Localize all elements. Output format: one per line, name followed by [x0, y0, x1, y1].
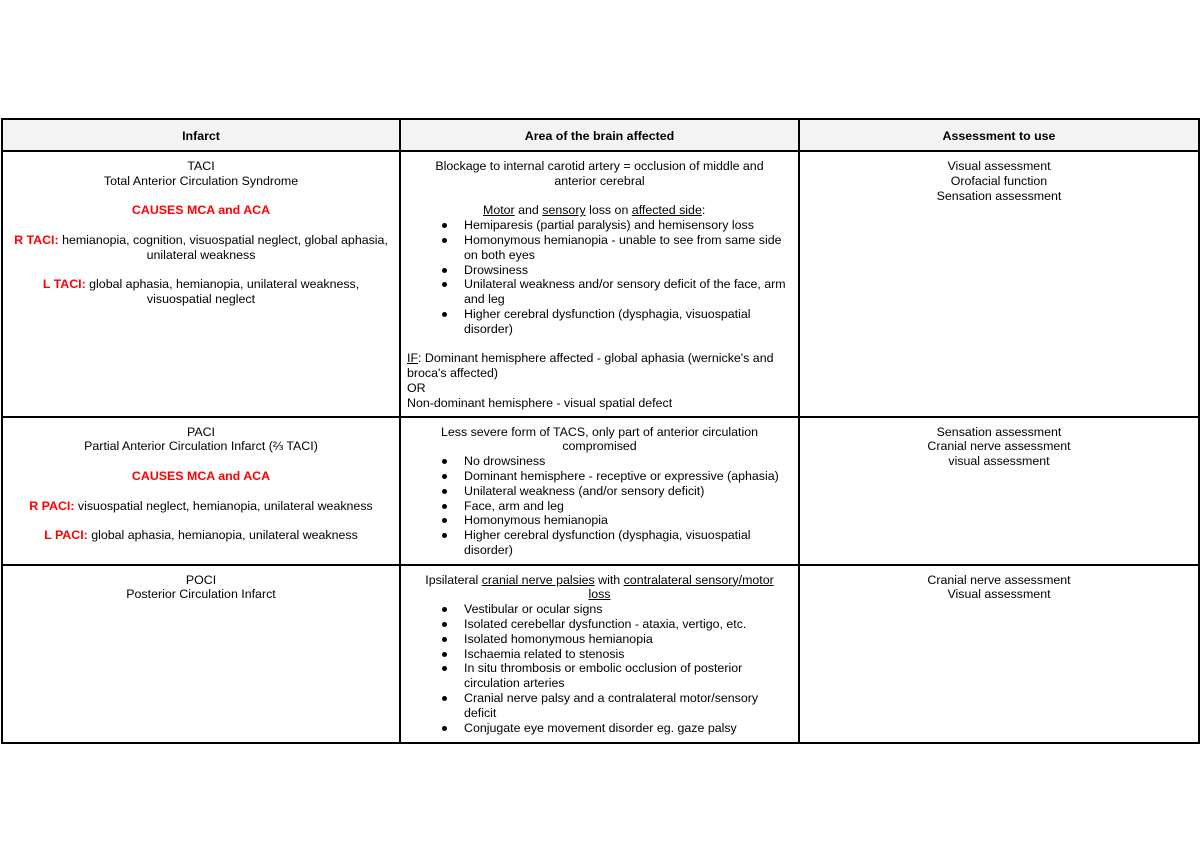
paci-causes: CAUSES MCA and ACA	[131, 468, 271, 483]
taci-or: OR	[407, 380, 426, 395]
list-item: Drowsiness	[464, 263, 792, 278]
header-assessment: Assessment to use	[799, 119, 1199, 151]
table-row-taci	[2, 151, 1199, 417]
taci-if-statement	[407, 351, 792, 381]
paci-assessment: Sensation assessment	[936, 424, 1062, 439]
taci-and-word: and	[514, 203, 543, 218]
taci-left-description	[9, 277, 393, 307]
list-item: Isolated homonymous hemianopia	[464, 632, 792, 647]
paci-assessment-cell	[799, 417, 1199, 565]
list-item: Higher cerebral dysfunction (dysphagia, visuospatial disorder)	[464, 307, 792, 337]
taci-left-text: global aphasia, hemianopia, unilateral weakness, visuospatial neglect	[85, 277, 360, 307]
paci-bullet-list	[407, 454, 792, 558]
taci-assessment: Sensation assessment	[936, 188, 1062, 203]
list-item: Higher cerebral dysfunction (dysphagia, visuospatial disorder)	[464, 528, 792, 558]
paci-infarct-cell	[2, 417, 400, 565]
list-item: No drowsiness	[464, 454, 792, 469]
paci-left-label: L PACI:	[44, 528, 88, 543]
paci-name: Partial Anterior Circulation Infarct (⅔ TACI)	[84, 439, 318, 454]
list-item: In situ thrombosis or embolic occlusion of posterior circulation arteries	[464, 661, 792, 691]
poci-area-intro	[407, 573, 792, 603]
table-row-poci	[2, 565, 1199, 743]
poci-assessment: Cranial nerve assessment	[927, 572, 1071, 587]
poci-area-cell	[400, 565, 799, 743]
paci-right-text: visuospatial neglect, hemianopia, unilateral weakness	[74, 498, 373, 513]
paci-left-text: global aphasia, hemianopia, unilateral weakness	[87, 528, 358, 543]
list-item: Hemiparesis (partial paralysis) and hemisensory loss	[464, 218, 792, 233]
taci-loss-word: loss on	[585, 203, 632, 218]
taci-assessment-cell	[799, 151, 1199, 417]
taci-motor-sensory	[407, 203, 792, 218]
list-item: Isolated cerebellar dysfunction - ataxia, vertigo, etc.	[464, 617, 792, 632]
taci-bullet-list	[407, 218, 792, 336]
taci-motor-word: Motor	[483, 203, 515, 218]
header-infarct: Infarct	[2, 119, 400, 151]
paci-right-description	[9, 499, 393, 514]
list-item: Vestibular or ocular signs	[464, 602, 792, 617]
poci-name: Posterior Circulation Infarct	[126, 587, 276, 602]
header-row	[2, 119, 1199, 151]
infarct-table	[1, 118, 1200, 744]
list-item: Unilateral weakness and/or sensory deficit of the face, arm and leg	[464, 277, 792, 307]
taci-assessment: Visual assessment	[947, 159, 1051, 173]
poci-abbr: POCI	[185, 572, 217, 587]
taci-name: Total Anterior Circulation Syndrome	[103, 173, 299, 188]
paci-area-cell	[400, 417, 799, 565]
header-area: Area of the brain affected	[400, 119, 799, 151]
paci-assessment: Cranial nerve assessment	[927, 439, 1071, 454]
poci-ipsilateral: Ipsilateral	[425, 572, 482, 587]
taci-sensory-word: sensory	[542, 203, 586, 218]
taci-nondominant: Non-dominant hemisphere - visual spatial defect	[407, 395, 673, 410]
taci-side-word: affected side	[631, 203, 702, 218]
taci-area-intro: Blockage to internal carotid artery = occlusion of middle and anterior cerebral	[435, 159, 764, 188]
list-item: Conjugate eye movement disorder eg. gaze palsy	[464, 721, 792, 736]
paci-right-label: R PACI:	[29, 498, 75, 513]
poci-assessment: Visual assessment	[947, 587, 1051, 602]
poci-contralateral-loss: contralateral sensory/motor loss	[588, 572, 774, 602]
taci-infarct-cell	[2, 151, 400, 417]
taci-right-description	[9, 233, 393, 263]
taci-right-label: R TACI:	[14, 232, 59, 247]
taci-if-word: IF	[407, 351, 419, 366]
list-item: Unilateral weakness (and/or sensory deficit)	[464, 484, 792, 499]
list-item: Dominant hemisphere - receptive or expressive (aphasia)	[464, 469, 792, 484]
taci-colon: :	[701, 203, 706, 218]
list-item: Homonymous hemianopia - unable to see from same side on both eyes	[464, 233, 792, 263]
taci-right-text: hemianopia, cognition, visuospatial neglect, global aphasia, unilateral weakness	[58, 232, 388, 262]
taci-abbr: TACI	[187, 159, 215, 173]
taci-assessment: Orofacial function	[950, 173, 1048, 188]
paci-left-description	[9, 528, 393, 543]
poci-cranial-palsies: cranial nerve palsies	[481, 572, 595, 587]
list-item: Ischaemia related to stenosis	[464, 647, 792, 662]
taci-causes: CAUSES MCA and ACA	[131, 203, 271, 218]
poci-assessment-cell	[799, 565, 1199, 743]
list-item: Face, arm and leg	[464, 499, 792, 514]
paci-assessment: visual assessment	[948, 454, 1050, 469]
taci-if-text: : Dominant hemisphere affected - global aphasia (wernicke's and broca's affected)	[407, 351, 774, 381]
taci-area-cell	[400, 151, 799, 417]
poci-infarct-cell	[2, 565, 400, 743]
list-item: Homonymous hemianopia	[464, 513, 792, 528]
taci-left-label: L TACI:	[42, 277, 86, 292]
paci-area-intro: Less severe form of TACS, only part of anterior circulation compromised	[440, 424, 758, 454]
list-item: Cranial nerve palsy and a contralateral motor/sensory deficit	[464, 691, 792, 721]
paci-abbr: PACI	[187, 424, 215, 439]
poci-with: with	[594, 572, 624, 587]
table-row-paci	[2, 417, 1199, 565]
poci-bullet-list	[407, 602, 792, 735]
